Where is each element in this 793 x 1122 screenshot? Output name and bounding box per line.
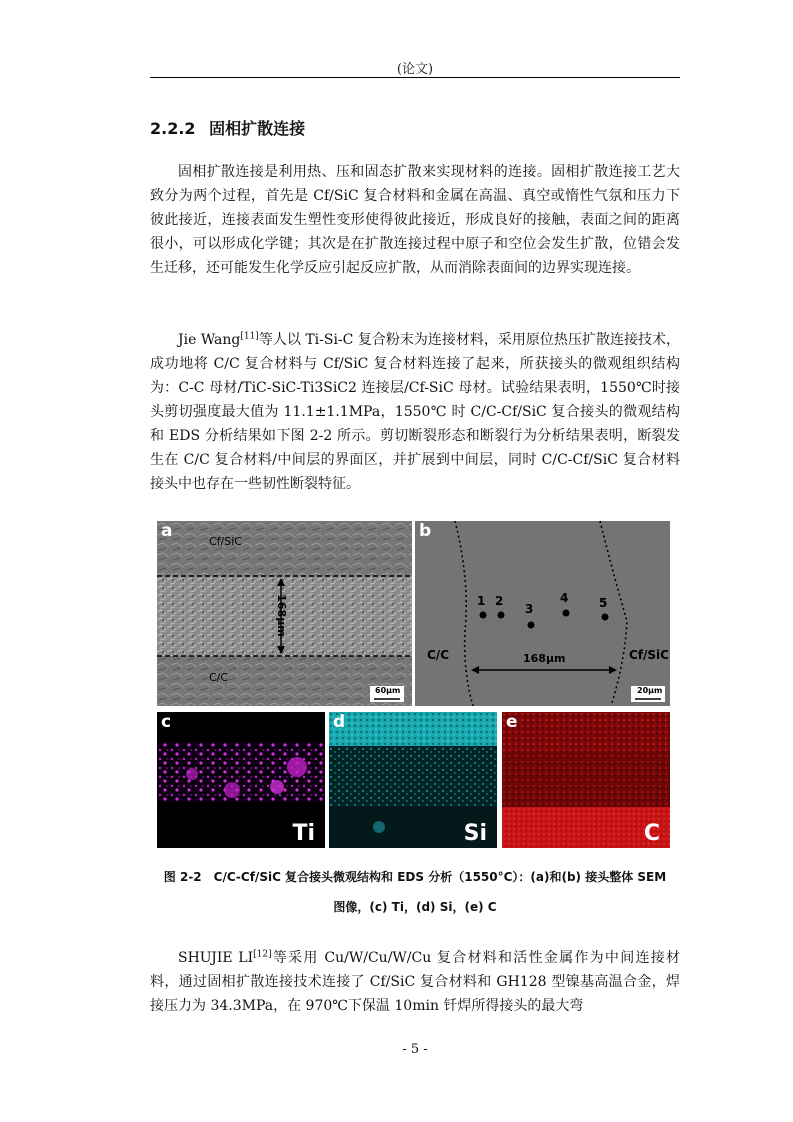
panel-b-letter: b bbox=[419, 521, 432, 541]
panel-b-right-label: Cf/SiC bbox=[629, 648, 669, 662]
panel-d-element: Si bbox=[463, 821, 487, 846]
paragraph-2-author: Jie Wang bbox=[178, 332, 241, 348]
panel-b-point-4: 4 bbox=[560, 591, 569, 605]
panel-b-point-2: 2 bbox=[495, 594, 504, 608]
paragraph-3 bbox=[150, 946, 680, 1018]
panel-d-letter: d bbox=[333, 712, 346, 732]
panel-c-letter: c bbox=[161, 712, 172, 732]
panel-a-letter: a bbox=[161, 521, 173, 541]
panel-b-left-label: C/C bbox=[427, 648, 449, 662]
panel-b-point-1: 1 bbox=[477, 594, 486, 608]
panel-a-thickness-label: 168μm bbox=[274, 594, 288, 637]
paragraph-2 bbox=[150, 328, 680, 496]
panel-c-element: Ti bbox=[292, 821, 315, 846]
panel-b-width-label: 168μm bbox=[523, 652, 566, 665]
panel-e-c-map bbox=[502, 712, 670, 848]
page-number: - 5 - bbox=[402, 1042, 428, 1057]
section-number: 2.2.2 bbox=[150, 119, 196, 138]
page-header: (论文) bbox=[396, 62, 434, 77]
panel-e-element: C bbox=[643, 821, 660, 846]
panel-e-letter: e bbox=[506, 712, 518, 732]
panel-b-sem bbox=[415, 521, 670, 706]
paragraph-1: 固相扩散连接是利用热、压和固态扩散来实现材料的连接。固相扩散连接工艺大致分为两个过程，首先是 Cf/SiC 复合材料和金属在高温、真空或惰性气氛和压力下彼此接近，连接表面发生塑性变形使得彼此接近，形成良好的接触，表面之间的距离很小，可以形成化学键；其次是在扩散连接过程中原子和空位会发生扩散，位错会发生迁移，还可能发生化学反应引起反应扩散，从而消除表面间的边界实现连接。 bbox=[150, 164, 680, 276]
figure-caption-line-1: 图 2-2 C/C-Cf/SiC 复合接头微观结构和 EDS 分析（1550°C）：(a)和(b) 接头整体 SEM bbox=[163, 870, 667, 884]
paragraph-2-body: 等人以 Ti-Si-C 复合粉末为连接材料，采用原位热压扩散连接技术，成功地将 C/C 复合材料与 Cf/SiC 复合材料连接了起来，所获接头的微观组织结构为：C-C 母材/TiC-SiC-Ti3SiC2 连接层/Cf-SiC 母材。试验结果表明，1550℃时接头剪切强度最大值为 11.1±1.1MPa，1550℃ 时 C/C-Cf/SiC 复合接头的微观结构和 EDS 分析结果如下图 2-2 所示。剪切断裂形态和断裂行为分析结果表明，断裂发生在 C/C 复合材料/中间层的界面区，并扩展到中间层，同时 C/C-Cf/SiC 复合材料接头中也存在一些韧性断裂特征。 bbox=[150, 332, 680, 492]
figure-2-2 bbox=[157, 521, 670, 848]
paragraph-3-author: SHUJIE LI bbox=[178, 950, 254, 966]
panel-b-point-5: 5 bbox=[599, 596, 608, 610]
panel-a-sem bbox=[157, 521, 412, 706]
paragraph-2-citation: [11] bbox=[240, 331, 259, 342]
figure-caption-line-2: 图像，(c) Ti，(d) Si，(e) C bbox=[333, 900, 497, 914]
panel-c-ti-map bbox=[157, 712, 325, 848]
section-heading: 固相扩散连接 bbox=[209, 119, 306, 138]
panel-b-texture bbox=[415, 521, 670, 706]
header-rule bbox=[150, 77, 680, 78]
panel-a-scale-bar: 60μm bbox=[375, 686, 401, 695]
panel-a-top-label: Cf/SiC bbox=[209, 535, 242, 548]
panel-b-point-3: 3 bbox=[525, 602, 534, 616]
panel-a-bottom-label: C/C bbox=[209, 671, 229, 684]
panel-b-scale-bar: 20μm bbox=[637, 686, 663, 695]
panel-d-si-map bbox=[329, 712, 497, 848]
paragraph-3-citation: [12] bbox=[253, 949, 272, 960]
paragraph-3-body: 等采用 Cu/W/Cu/W/Cu 复合材料和活性金属作为中间连接材料，通过固相扩散连接技术连接了 Cf/SiC 复合材料和 GH128 型镍基高温合金，焊接压力为 34.3MPa，在 970℃下保温 10min 钎焊所得接头的最大弯 bbox=[150, 950, 680, 1014]
section-title bbox=[150, 116, 305, 139]
